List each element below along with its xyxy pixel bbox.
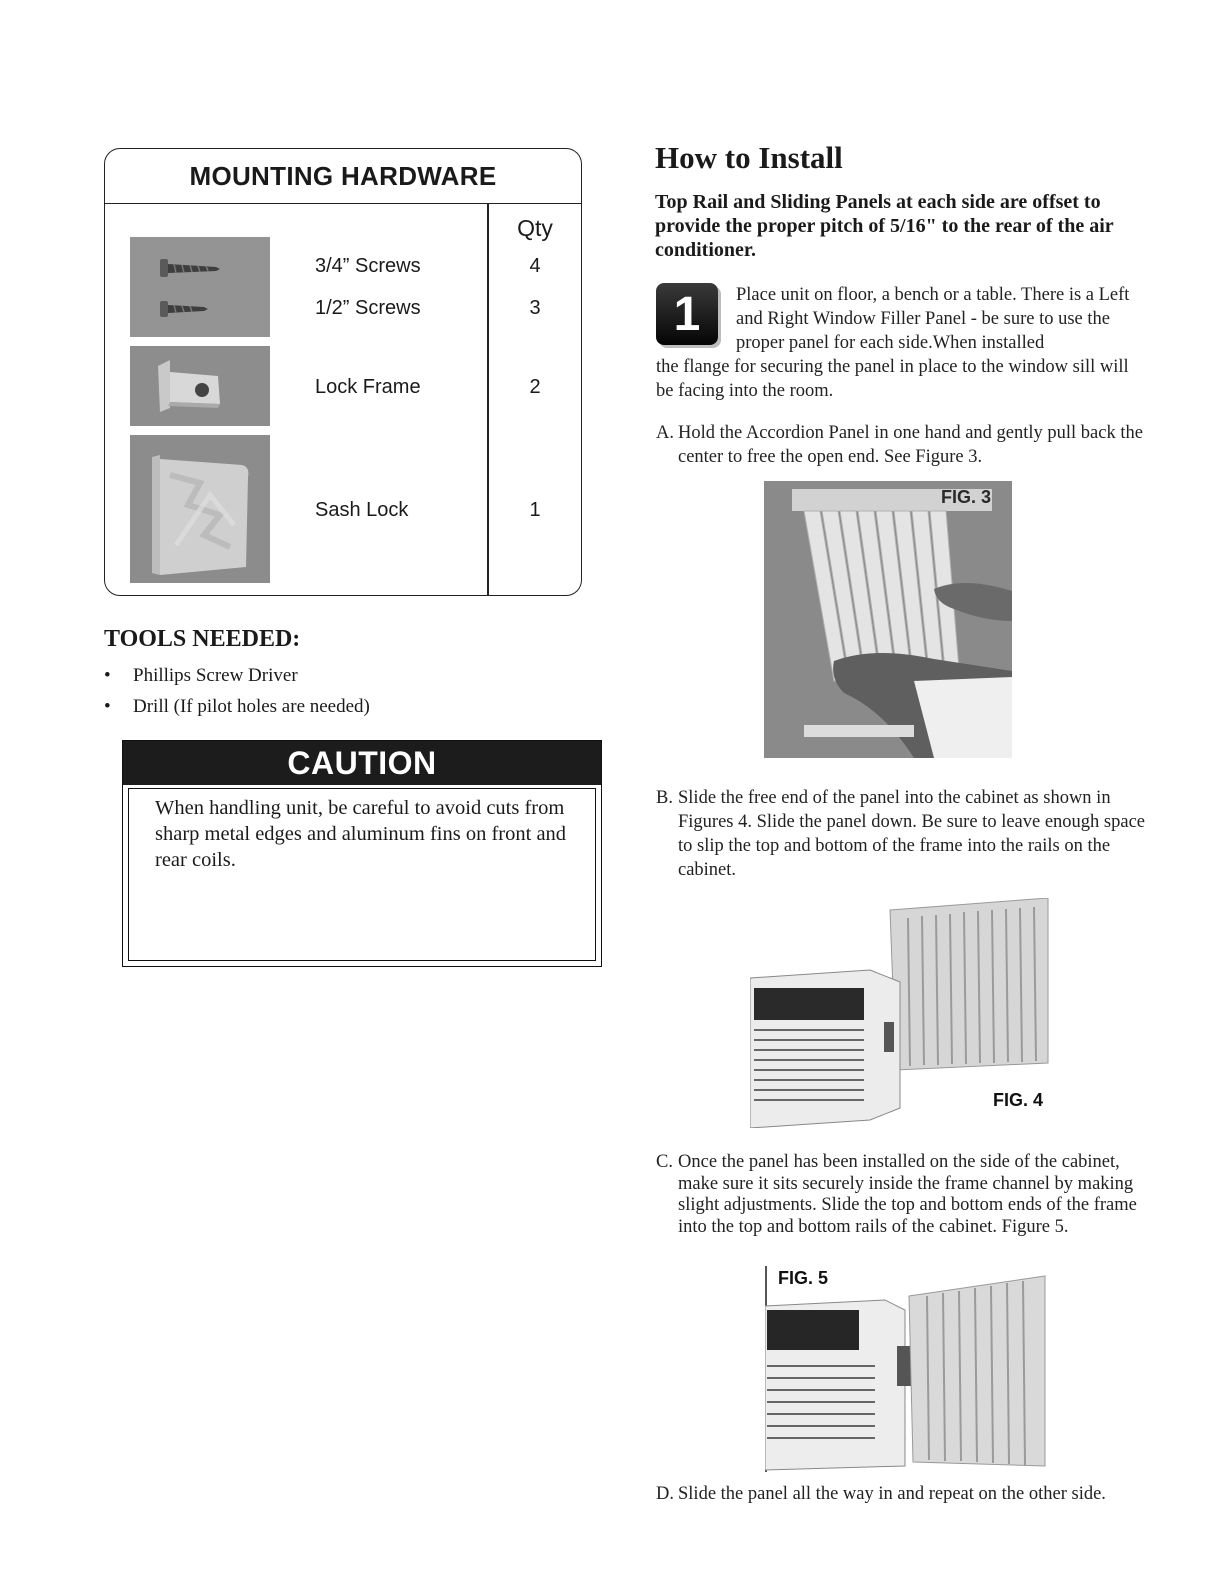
hardware-label-lock-frame: Lock Frame	[315, 376, 421, 398]
instruction-text: Slide the free end of the panel into the cabinet as shown in Figures 4. Slide the panel down. Be sure to leave enough space to slip the top and bottom of the frame into the rails on the cabinet.	[678, 788, 1146, 880]
tools-needed-heading: TOOLS NEEDED:	[104, 626, 301, 652]
hardware-label-3-4-screws: 3/4” Screws	[315, 255, 421, 277]
instruction-letter: B.	[656, 788, 673, 808]
hardware-qty-sash-lock: 1	[529, 499, 541, 521]
instruction-item-c	[656, 1152, 1156, 1238]
hardware-label-sash-lock: Sash Lock	[315, 499, 409, 521]
tool-item: • Phillips Screw Driver	[104, 662, 370, 693]
hardware-qty-lock-frame: 2	[529, 376, 541, 398]
mounting-hardware-table	[104, 148, 582, 596]
figure-3-photo	[764, 481, 1012, 758]
tool-item: • Drill (If pilot holes are needed)	[104, 693, 370, 724]
hardware-qty-1-2-screws: 3	[529, 297, 541, 319]
step-number-badge: 1	[656, 283, 718, 345]
lock-frame-photo	[130, 346, 270, 426]
instruction-text: Hold the Accordion Panel in one hand and gently pull back the center to free the open end. See Figure 3.	[678, 423, 1143, 467]
figure-5-label: FIG. 5	[778, 1268, 829, 1288]
instruction-letter: C.	[656, 1152, 673, 1172]
sash-lock-photo	[130, 435, 270, 583]
figure-4-label: FIG. 4	[993, 1090, 1044, 1110]
instruction-item-d	[656, 1482, 1156, 1506]
figure-3-label: FIG. 3	[941, 487, 992, 507]
mounting-hardware-title: MOUNTING HARDWARE	[105, 149, 581, 204]
install-subtitle: Top Rail and Sliding Panels at each side are offset to provide the proper pitch of 5/16" to the rear of the air conditioner.	[655, 191, 1114, 261]
instruction-letter: D.	[656, 1484, 674, 1504]
hardware-label-1-2-screws: 1/2” Screws	[315, 297, 421, 319]
hardware-qty-3-4-screws: 4	[529, 255, 541, 277]
screws-photo	[130, 237, 270, 337]
instruction-item-a	[656, 421, 1156, 469]
instruction-text: Once the panel has been installed on the side of the cabinet, make sure it sits securely inside the frame channel by making slight adjustments. Slide the top and bottom ends of the frame into the top and bottom rails of the cabinet. Figure 5.	[678, 1152, 1137, 1237]
step-1-text-a: Place unit on floor, a bench or a table. There is a Left and Right Window Filler Panel - be sure to use the proper panel for each side.When installed	[736, 285, 1130, 353]
caution-box	[122, 740, 602, 967]
figure-5-photo	[765, 1266, 1047, 1472]
step-1-text-b: the flange for securing the panel in place to the window sill will be facing into the room.	[656, 357, 1129, 401]
caution-text: When handling unit, be careful to avoid cuts from sharp metal edges and aluminum fins on front and rear coils.	[155, 797, 567, 871]
qty-header: Qty	[517, 215, 553, 241]
install-title: How to Install	[655, 140, 843, 175]
instruction-letter: A.	[656, 423, 674, 443]
instruction-text: Slide the panel all the way in and repeat on the other side.	[678, 1484, 1106, 1504]
instruction-item-b	[656, 786, 1156, 882]
tools-list	[104, 662, 370, 724]
caution-title: CAUTION	[123, 741, 601, 785]
